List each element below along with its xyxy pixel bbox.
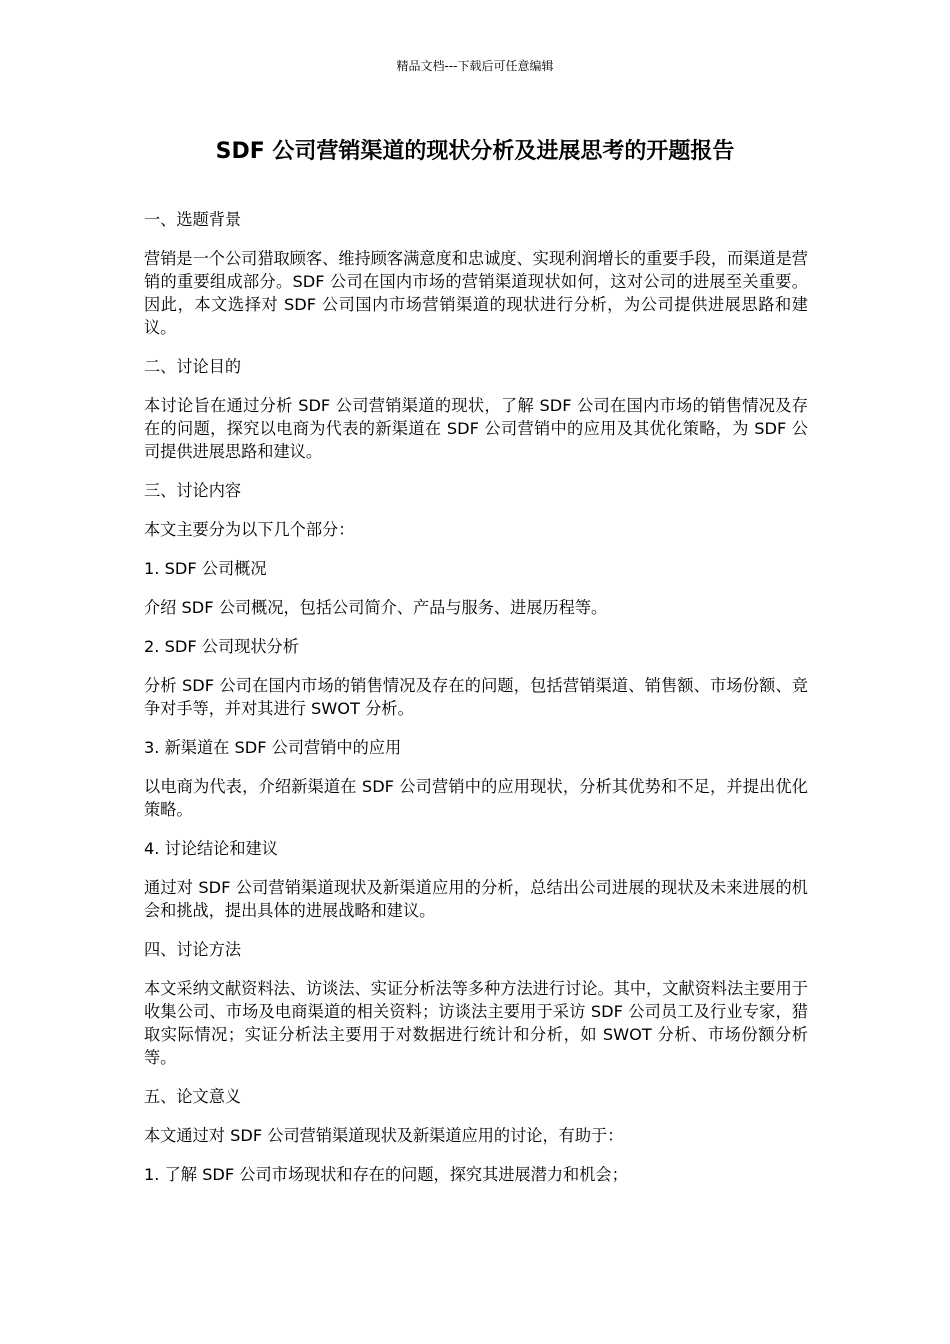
paragraph-content-intro: 本文主要分为以下几个部分：: [144, 520, 355, 539]
subheading-status-analysis: 2. SDF 公司现状分析: [144, 637, 299, 656]
paragraph-overview: 介绍 SDF 公司概况，包括公司简介、产品与服务、进展历程等。: [144, 598, 608, 617]
section-heading-purpose: 二、讨论目的: [144, 357, 242, 376]
paragraph-new-channels: 以电商为代表，介绍新渠道在 SDF 公司营销中的应用现状，分析其优势和不足，并提出优化策略。: [144, 777, 808, 819]
paragraph-status-analysis: 分析 SDF 公司在国内市场的销售情况及存在的问题，包括营销渠道、销售额、市场份额、竞争对手等，并对其进行 SWOT 分析。: [144, 676, 808, 718]
paragraph-significance-intro: 本文通过对 SDF 公司营销渠道现状及新渠道应用的讨论，有助于：: [144, 1126, 624, 1145]
section-heading-significance: 五、论文意义: [144, 1087, 242, 1106]
paragraph-purpose: 本讨论旨在通过分析 SDF 公司营销渠道的现状，了解 SDF 公司在国内市场的销售情况及存在的问题，探究以电商为代表的新渠道在 SDF 公司营销中的应用及其优化策略，为 SDF 公司提供进展思路和建议。: [144, 396, 808, 461]
paragraph-method: 本文采纳文献资料法、访谈法、实证分析法等多种方法进行讨论。其中，文献资料法主要用于收集公司、市场及电商渠道的相关资料；访谈法主要用于采访 SDF 公司员工及行业专家，猎取实际情况；实证分析法主要用于对数据进行统计和分析，如 SWOT 分析、市场份额分析等。: [144, 979, 808, 1067]
page-header: 精品文档---下载后可任意编辑: [396, 59, 554, 73]
section-heading-background: 一、选题背景: [144, 210, 242, 229]
subheading-overview: 1. SDF 公司概况: [144, 559, 267, 578]
list-item-significance-1: 1. 了解 SDF 公司市场现状和存在的问题，探究其进展潜力和机会；: [144, 1165, 628, 1184]
subheading-new-channels: 3. 新渠道在 SDF 公司营销中的应用: [144, 738, 402, 757]
paragraph-background: 营销是一个公司猎取顾客、维持顾客满意度和忠诚度、实现利润增长的重要手段，而渠道是营销的重要组成部分。SDF 公司在国内市场的营销渠道现状如何，这对公司的进展至关重要。因此，本文选择对 SDF 公司国内市场营销渠道的现状进行分析，为公司提供进展思路和建议。: [144, 249, 808, 337]
section-heading-method: 四、讨论方法: [144, 940, 242, 959]
paragraph-conclusion: 通过对 SDF 公司营销渠道现状及新渠道应用的分析，总结出公司进展的现状及未来进展的机会和挑战，提出具体的进展战略和建议。: [144, 878, 808, 920]
subheading-conclusion: 4. 讨论结论和建议: [144, 839, 278, 858]
section-heading-content: 三、讨论内容: [144, 481, 242, 500]
document-body: [144, 208, 808, 1202]
document-title: SDF 公司营销渠道的现状分析及进展思考的开题报告: [215, 139, 735, 164]
